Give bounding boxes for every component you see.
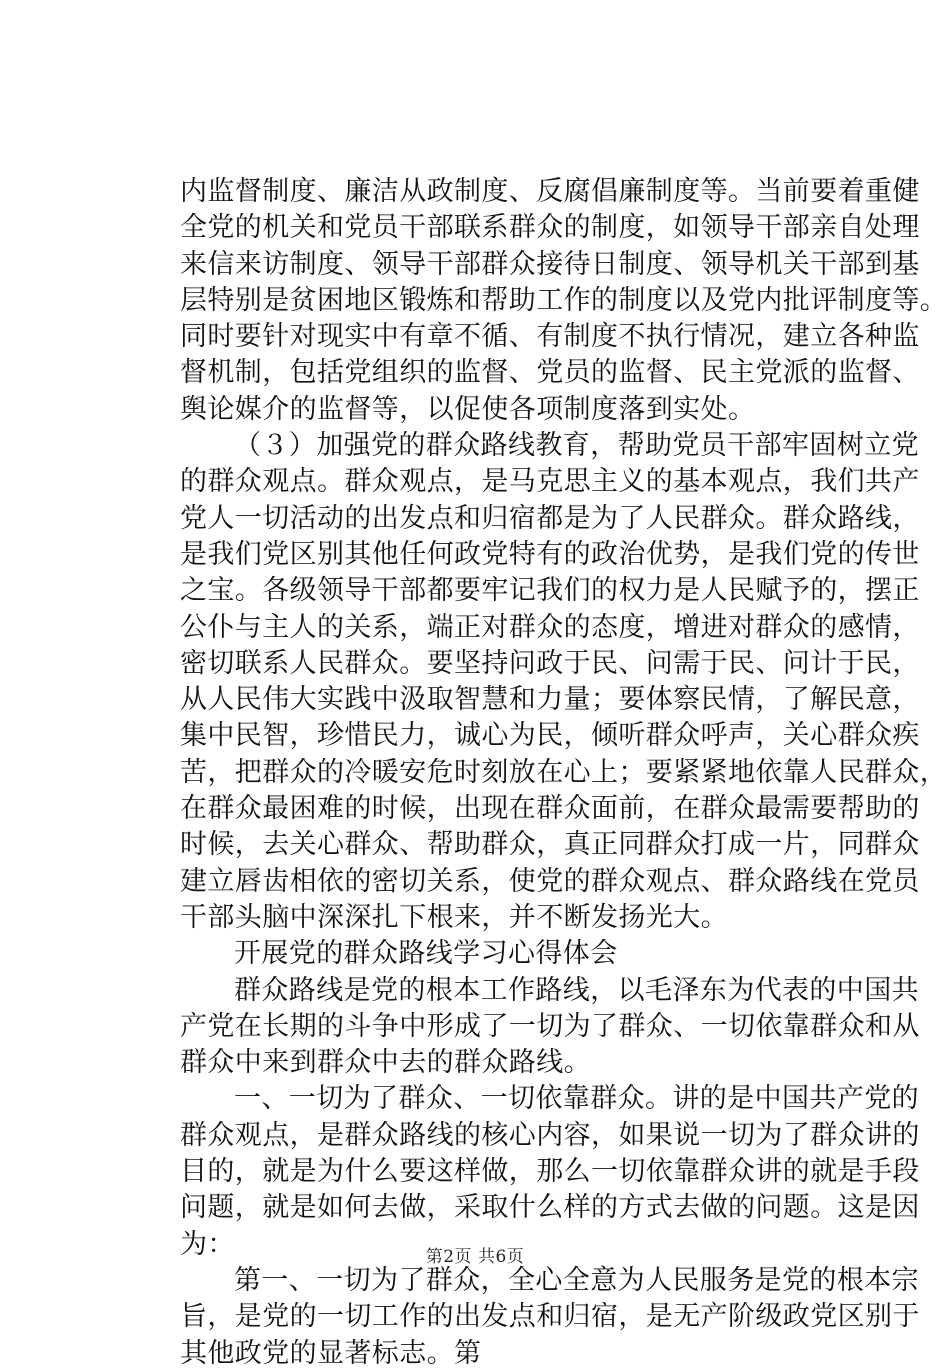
page-number-footer: 第2页 共6页: [425, 1247, 525, 1267]
text-line: 层特别是贫困地区锻炼和帮助工作的制度以及党内批评制度等。: [180, 284, 948, 316]
section-title: 开展党的群众路线学习心得体会: [234, 938, 618, 970]
text-line: 旨，是党的一切工作的出发点和归宿，是无产阶级政党区别于: [180, 1301, 920, 1333]
text-line: 同时要针对现实中有章不循、有制度不执行情况，建立各种监: [180, 321, 920, 353]
paragraph-start-line: 群众路线是党的根本工作路线，以毛泽东为代表的中国共: [234, 974, 919, 1006]
text-line: 公仆与主人的关系，端正对群众的态度，增进对群众的感情，: [180, 611, 920, 643]
text-line: 之宝。各级领导干部都要牢记我们的权力是人民赋予的，摆正: [180, 575, 920, 607]
text-line: 内监督制度、廉洁从政制度、反腐倡廉制度等。当前要着重健: [180, 176, 920, 207]
document-body: [180, 174, 948, 1372]
text-line: 从人民伟大实践中汲取智慧和力量；要体察民情，了解民意，: [180, 684, 920, 716]
text-line: 集中民智，珍惜民力，诚心为民，倾听群众呼声，关心群众疾: [180, 720, 920, 752]
paragraph-start-line: 第一、一切为了群众，全心全意为人民服务是党的根本宗: [234, 1264, 919, 1296]
paragraph-start-line: 一、一切为了群众、一切依靠群众。讲的是中国共产党的: [234, 1083, 919, 1115]
text-line: 群众观点，是群众路线的核心内容，如果说一切为了群众讲的: [180, 1119, 920, 1151]
text-line: 问题，就是如何去做，采取什么样的方式去做的问题。这是因: [180, 1192, 920, 1224]
text-line: 党人一切活动的出发点和归宿都是为了人民群众。群众路线，: [180, 502, 920, 534]
text-line: 群众中来到群众中去的群众路线。: [180, 1047, 591, 1079]
text-line: 时候，去关心群众、帮助群众，真正同群众打成一片，同群众: [180, 829, 920, 861]
text-line: 全党的机关和党员干部联系群众的制度，如领导干部亲自处理: [180, 212, 920, 244]
text-line: 的群众观点。群众观点，是马克思主义的基本观点，我们共产: [180, 466, 920, 498]
text-line: 干部头脑中深深扎下根来，并不断发扬光大。: [180, 901, 728, 933]
text-line: 建立唇齿相依的密切关系，使党的群众观点、群众路线在党员: [180, 865, 920, 897]
text-line: 目的，就是为什么要这样做，那么一切依靠群众讲的就是手段: [180, 1156, 920, 1188]
text-line: 舆论媒介的监督等，以促使各项制度落到实处。: [180, 393, 756, 425]
text-line: 产党在长期的斗争中形成了一切为了群众、一切依靠群众和从: [180, 1010, 920, 1042]
text-line: 苦，把群众的冷暖安危时刻放在心上；要紧紧地依靠人民群众，: [180, 756, 948, 788]
text-line: 督机制，包括党组织的监督、党员的监督、民主党派的监督、: [180, 357, 920, 389]
text-line: 其他政党的显著标志。第: [180, 1337, 482, 1369]
text-line: 为：: [180, 1228, 235, 1260]
text-line: 来信来访制度、领导干部群众接待日制度、领导机关干部到基: [180, 248, 920, 280]
text-line: 在群众最困难的时候，出现在群众面前，在群众最需要帮助的: [180, 793, 920, 825]
text-line: 密切联系人民群众。要坚持问政于民、问需于民、问计于民，: [180, 647, 920, 679]
text-line: 是我们党区别其他任何政党特有的政治优势，是我们党的传世: [180, 538, 920, 570]
paragraph-start-line: （３）加强党的群众路线教育，帮助党员干部牢固树立党: [234, 430, 919, 462]
